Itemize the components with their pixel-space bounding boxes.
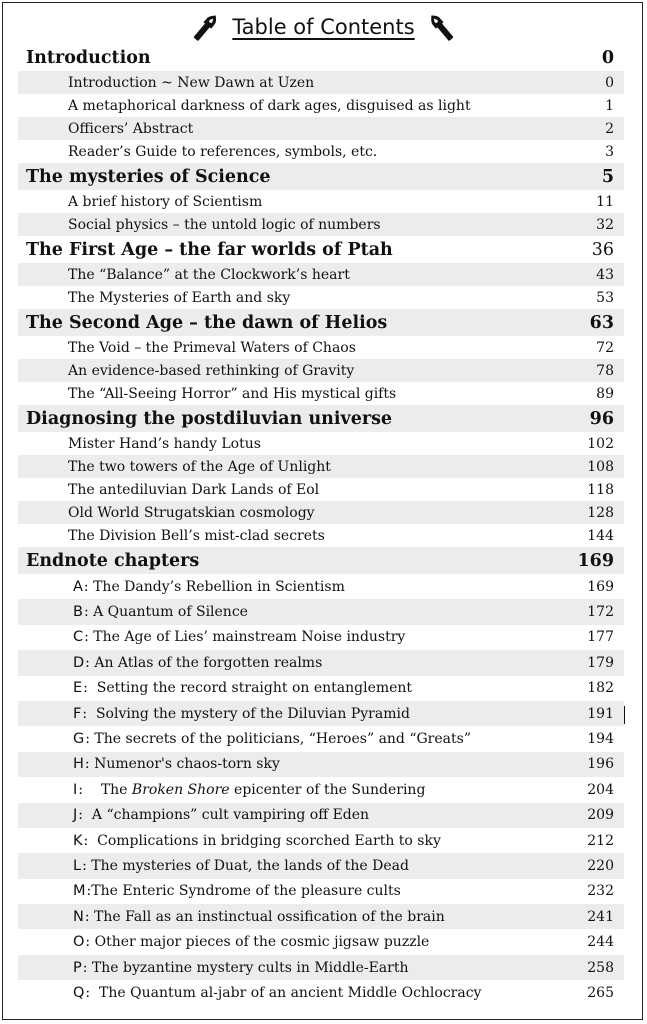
endnote-row[interactable] [18, 853, 624, 878]
page-number: 169 [577, 550, 614, 571]
endnote-title [73, 731, 471, 747]
page-number: 179 [587, 654, 614, 671]
endnote-letter: P [73, 959, 82, 976]
endnote-row[interactable] [18, 726, 624, 751]
page-number: 196 [587, 756, 614, 773]
toc-entry-row[interactable] [18, 501, 624, 524]
toc-entry-row[interactable] [18, 336, 624, 359]
endnote-separator: : [78, 781, 101, 798]
endnote-row[interactable] [18, 828, 624, 853]
endnote-row[interactable] [18, 625, 624, 650]
page-number: 244 [587, 934, 614, 951]
title-bar [0, 6, 647, 48]
endnote-letter: G [73, 731, 85, 748]
page-number: 78 [596, 362, 614, 379]
toc-entry-row[interactable] [18, 524, 624, 547]
page-number: 43 [596, 266, 614, 283]
toc-entry-row[interactable] [18, 94, 624, 117]
endnote-title [73, 680, 412, 696]
endnote-letter: E [73, 680, 83, 697]
endnote-row[interactable] [18, 980, 624, 1005]
toc-entry-row[interactable] [18, 117, 624, 140]
endnote-title [73, 604, 248, 620]
endnote-title [73, 782, 425, 798]
endnote-separator: : [82, 857, 92, 874]
endnote-row[interactable] [18, 904, 624, 929]
endnote-text: The Fall as an instinctual ossification of the brain [94, 908, 445, 925]
endnote-row[interactable] [18, 929, 624, 954]
entry-title: The Mysteries of Earth and sky [68, 289, 291, 306]
endnote-title [73, 858, 409, 874]
toc-entry-row[interactable] [18, 286, 624, 309]
page-number: 0 [601, 47, 614, 68]
page-number: 36 [591, 239, 614, 260]
endnote-row[interactable] [18, 879, 624, 904]
entry-title: The “Balance” at the Clockwork’s heart [68, 266, 350, 283]
page-number: 53 [596, 289, 614, 306]
endnote-text: An Atlas of the forgotten realms [94, 654, 323, 671]
page-number: 209 [587, 807, 614, 824]
page-number: 5 [601, 166, 614, 187]
endnote-title [73, 833, 441, 849]
section-title: Endnote chapters [26, 550, 200, 571]
entry-title: The antediluvian Dark Lands of Eol [68, 481, 320, 498]
toc-entry-row[interactable] [18, 140, 624, 163]
endnote-row[interactable] [18, 676, 624, 701]
page-number: 108 [587, 458, 614, 475]
endnote-text: Numenor's chaos-torn sky [94, 756, 280, 773]
page-number: 182 [587, 680, 614, 697]
endnote-letter: C [73, 629, 84, 646]
toc-entry-row[interactable] [18, 359, 624, 382]
page-number: 11 [596, 193, 614, 210]
page-number: 63 [589, 312, 614, 333]
endnote-row[interactable] [18, 955, 624, 980]
endnote-row[interactable] [18, 650, 624, 675]
entry-title: The two towers of the Age of Unlight [68, 458, 331, 475]
endnote-letter: K [73, 832, 83, 849]
entry-title: Introduction ~ New Dawn at Uzen [68, 74, 315, 91]
endnote-letter: N [73, 908, 84, 925]
page-number: 232 [587, 883, 614, 900]
page-number: 172 [587, 604, 614, 621]
endnote-separator: : [83, 604, 94, 621]
endnote-letter: H [73, 756, 84, 773]
endnote-text: A “champions” cult vampiring off Eden [91, 807, 370, 824]
toc-entry-row[interactable] [18, 455, 624, 478]
endnote-separator: : [83, 680, 97, 697]
endnote-text: The byzantine mystery cults in Middle-Earth [91, 959, 409, 976]
section-title: Diagnosing the postdiluvian universe [26, 408, 393, 429]
page-number: 3 [605, 143, 614, 160]
endnote-text: The Broken Shore epicenter of the Sundering [100, 781, 426, 798]
page-number: 1 [605, 97, 614, 114]
entry-title: The Void – the Primeval Waters of Chaos [68, 339, 356, 356]
endnote-separator: : [83, 832, 98, 849]
page-number: 265 [587, 984, 614, 1001]
toc-entry-row[interactable] [18, 478, 624, 501]
endnote-title [73, 960, 408, 976]
entry-title: Officers’ Abstract [68, 120, 194, 137]
toc-entry-row[interactable] [18, 382, 624, 405]
torch-icon [423, 11, 459, 43]
endnote-text: Other major pieces of the cosmic jigsaw puzzle [94, 934, 430, 951]
page-number: 258 [587, 959, 614, 976]
toc-section-row[interactable] [18, 236, 624, 263]
endnote-letter: A [73, 578, 83, 595]
endnote-separator: : [85, 654, 95, 671]
page-number: 89 [596, 385, 614, 402]
endnote-letter: B [73, 604, 83, 621]
endnote-text: Complications in bridging scorched Earth to sky [97, 832, 441, 849]
endnote-text: A Quantum of Silence [93, 604, 248, 621]
endnote-separator: : [82, 705, 96, 722]
endnote-row[interactable] [18, 574, 624, 599]
entry-title: Social physics – the untold logic of numbers [68, 216, 381, 233]
page-number: 0 [605, 74, 614, 91]
endnote-text: The mysteries of Duat, the lands of the Dead [91, 857, 409, 874]
page-number: 102 [587, 435, 614, 452]
page-number: 194 [587, 731, 614, 748]
page-number: 177 [587, 629, 614, 646]
endnote-letter: I [73, 781, 78, 798]
endnote-separator: : [85, 984, 100, 1001]
page-number: 212 [587, 832, 614, 849]
endnote-letter: O [73, 934, 85, 951]
endnote-letter: M [73, 883, 86, 900]
torch-icon [188, 11, 224, 43]
page-number: 32 [596, 216, 614, 233]
entry-title: The “All-Seeing Horror” and His mystical gifts [68, 385, 397, 402]
endnote-title [73, 985, 481, 1001]
page-number: 241 [587, 908, 614, 925]
endnote-separator: : [84, 756, 95, 773]
page-number: 204 [587, 781, 614, 798]
endnote-text: The Quantum al-jabr of an ancient Middle Ochlocracy [99, 984, 482, 1001]
toc-section-row[interactable] [18, 44, 624, 71]
endnote-separator: : [84, 629, 94, 646]
endnote-text: The secrets of the politicians, “Heroes” and “Greats” [94, 731, 471, 748]
endnote-row[interactable] [18, 599, 624, 624]
toc-section-row[interactable] [18, 547, 624, 574]
page-number: 2 [605, 120, 614, 137]
endnote-row[interactable] [18, 803, 624, 828]
toc-section-row[interactable] [18, 309, 624, 336]
entry-title: The Division Bell’s mist-clad secrets [68, 527, 325, 544]
endnote-title [73, 807, 369, 823]
endnote-text: Solving the mystery of the Diluvian Pyramid [95, 705, 410, 722]
endnote-text: The Dandy’s Rebellion in Scientism [93, 578, 345, 595]
section-title: Introduction [26, 47, 151, 68]
page-number: 169 [587, 578, 614, 595]
endnote-text: Setting the record straight on entanglement [96, 680, 413, 697]
section-title: The First Age – the far worlds of Ptah [26, 239, 393, 260]
entry-title: Mister Hand’s handy Lotus [68, 435, 261, 452]
text-cursor [624, 706, 625, 724]
endnote-separator: : [84, 908, 95, 925]
page-number: 191 [587, 705, 614, 722]
endnote-title [73, 706, 410, 722]
section-title: The Second Age – the dawn of Helios [26, 312, 388, 333]
endnote-title [73, 579, 345, 595]
entry-title: Reader’s Guide to references, symbols, etc. [68, 143, 378, 160]
page-number: 220 [587, 857, 614, 874]
page-number: 128 [587, 504, 614, 521]
endnote-separator: : [83, 578, 94, 595]
page-number: 96 [589, 408, 614, 429]
toc-section-row[interactable] [18, 163, 624, 190]
toc-entry-row[interactable] [18, 190, 624, 213]
page-number: 118 [587, 481, 614, 498]
endnote-row[interactable] [18, 701, 624, 726]
endnote-title [73, 883, 401, 899]
endnote-row[interactable] [18, 752, 624, 777]
endnote-separator: : [85, 934, 95, 951]
page-title: Table of Contents [232, 15, 415, 39]
endnote-letter: F [73, 705, 82, 722]
endnote-letter: J [73, 807, 78, 824]
page-number: 72 [596, 339, 614, 356]
endnote-separator: : [85, 731, 95, 748]
page-number: 144 [587, 527, 614, 544]
entry-title: An evidence-based rethinking of Gravity [68, 362, 355, 379]
endnote-letter: D [73, 654, 85, 671]
toc-entry-row[interactable] [18, 213, 624, 236]
endnote-title [73, 756, 280, 772]
endnote-letter: Q [73, 984, 85, 1001]
endnote-text: The Enteric Syndrome of the pleasure cults [91, 883, 401, 900]
endnote-text: The Age of Lies’ mainstream Noise industry [93, 629, 406, 646]
section-title: The mysteries of Science [26, 166, 271, 187]
endnote-title [73, 655, 322, 671]
toc-entry-row[interactable] [18, 263, 624, 286]
toc-entry-row[interactable] [18, 71, 624, 94]
endnote-separator: : [82, 959, 92, 976]
endnote-row[interactable] [18, 777, 624, 802]
toc-section-row[interactable] [18, 405, 624, 432]
endnote-letter: L [73, 857, 82, 874]
table-of-contents [18, 44, 624, 1006]
toc-entry-row[interactable] [18, 432, 624, 455]
entry-title: A metaphorical darkness of dark ages, disguised as light [68, 97, 471, 114]
endnote-separator: : [86, 883, 92, 900]
entry-title: Old World Strugatskian cosmology [68, 504, 315, 521]
endnote-title [73, 934, 429, 950]
endnote-separator: : [78, 807, 92, 824]
endnote-title [73, 909, 445, 925]
endnote-title [73, 629, 405, 645]
italic-title: Broken Shore [131, 781, 230, 798]
entry-title: A brief history of Scientism [68, 193, 263, 210]
